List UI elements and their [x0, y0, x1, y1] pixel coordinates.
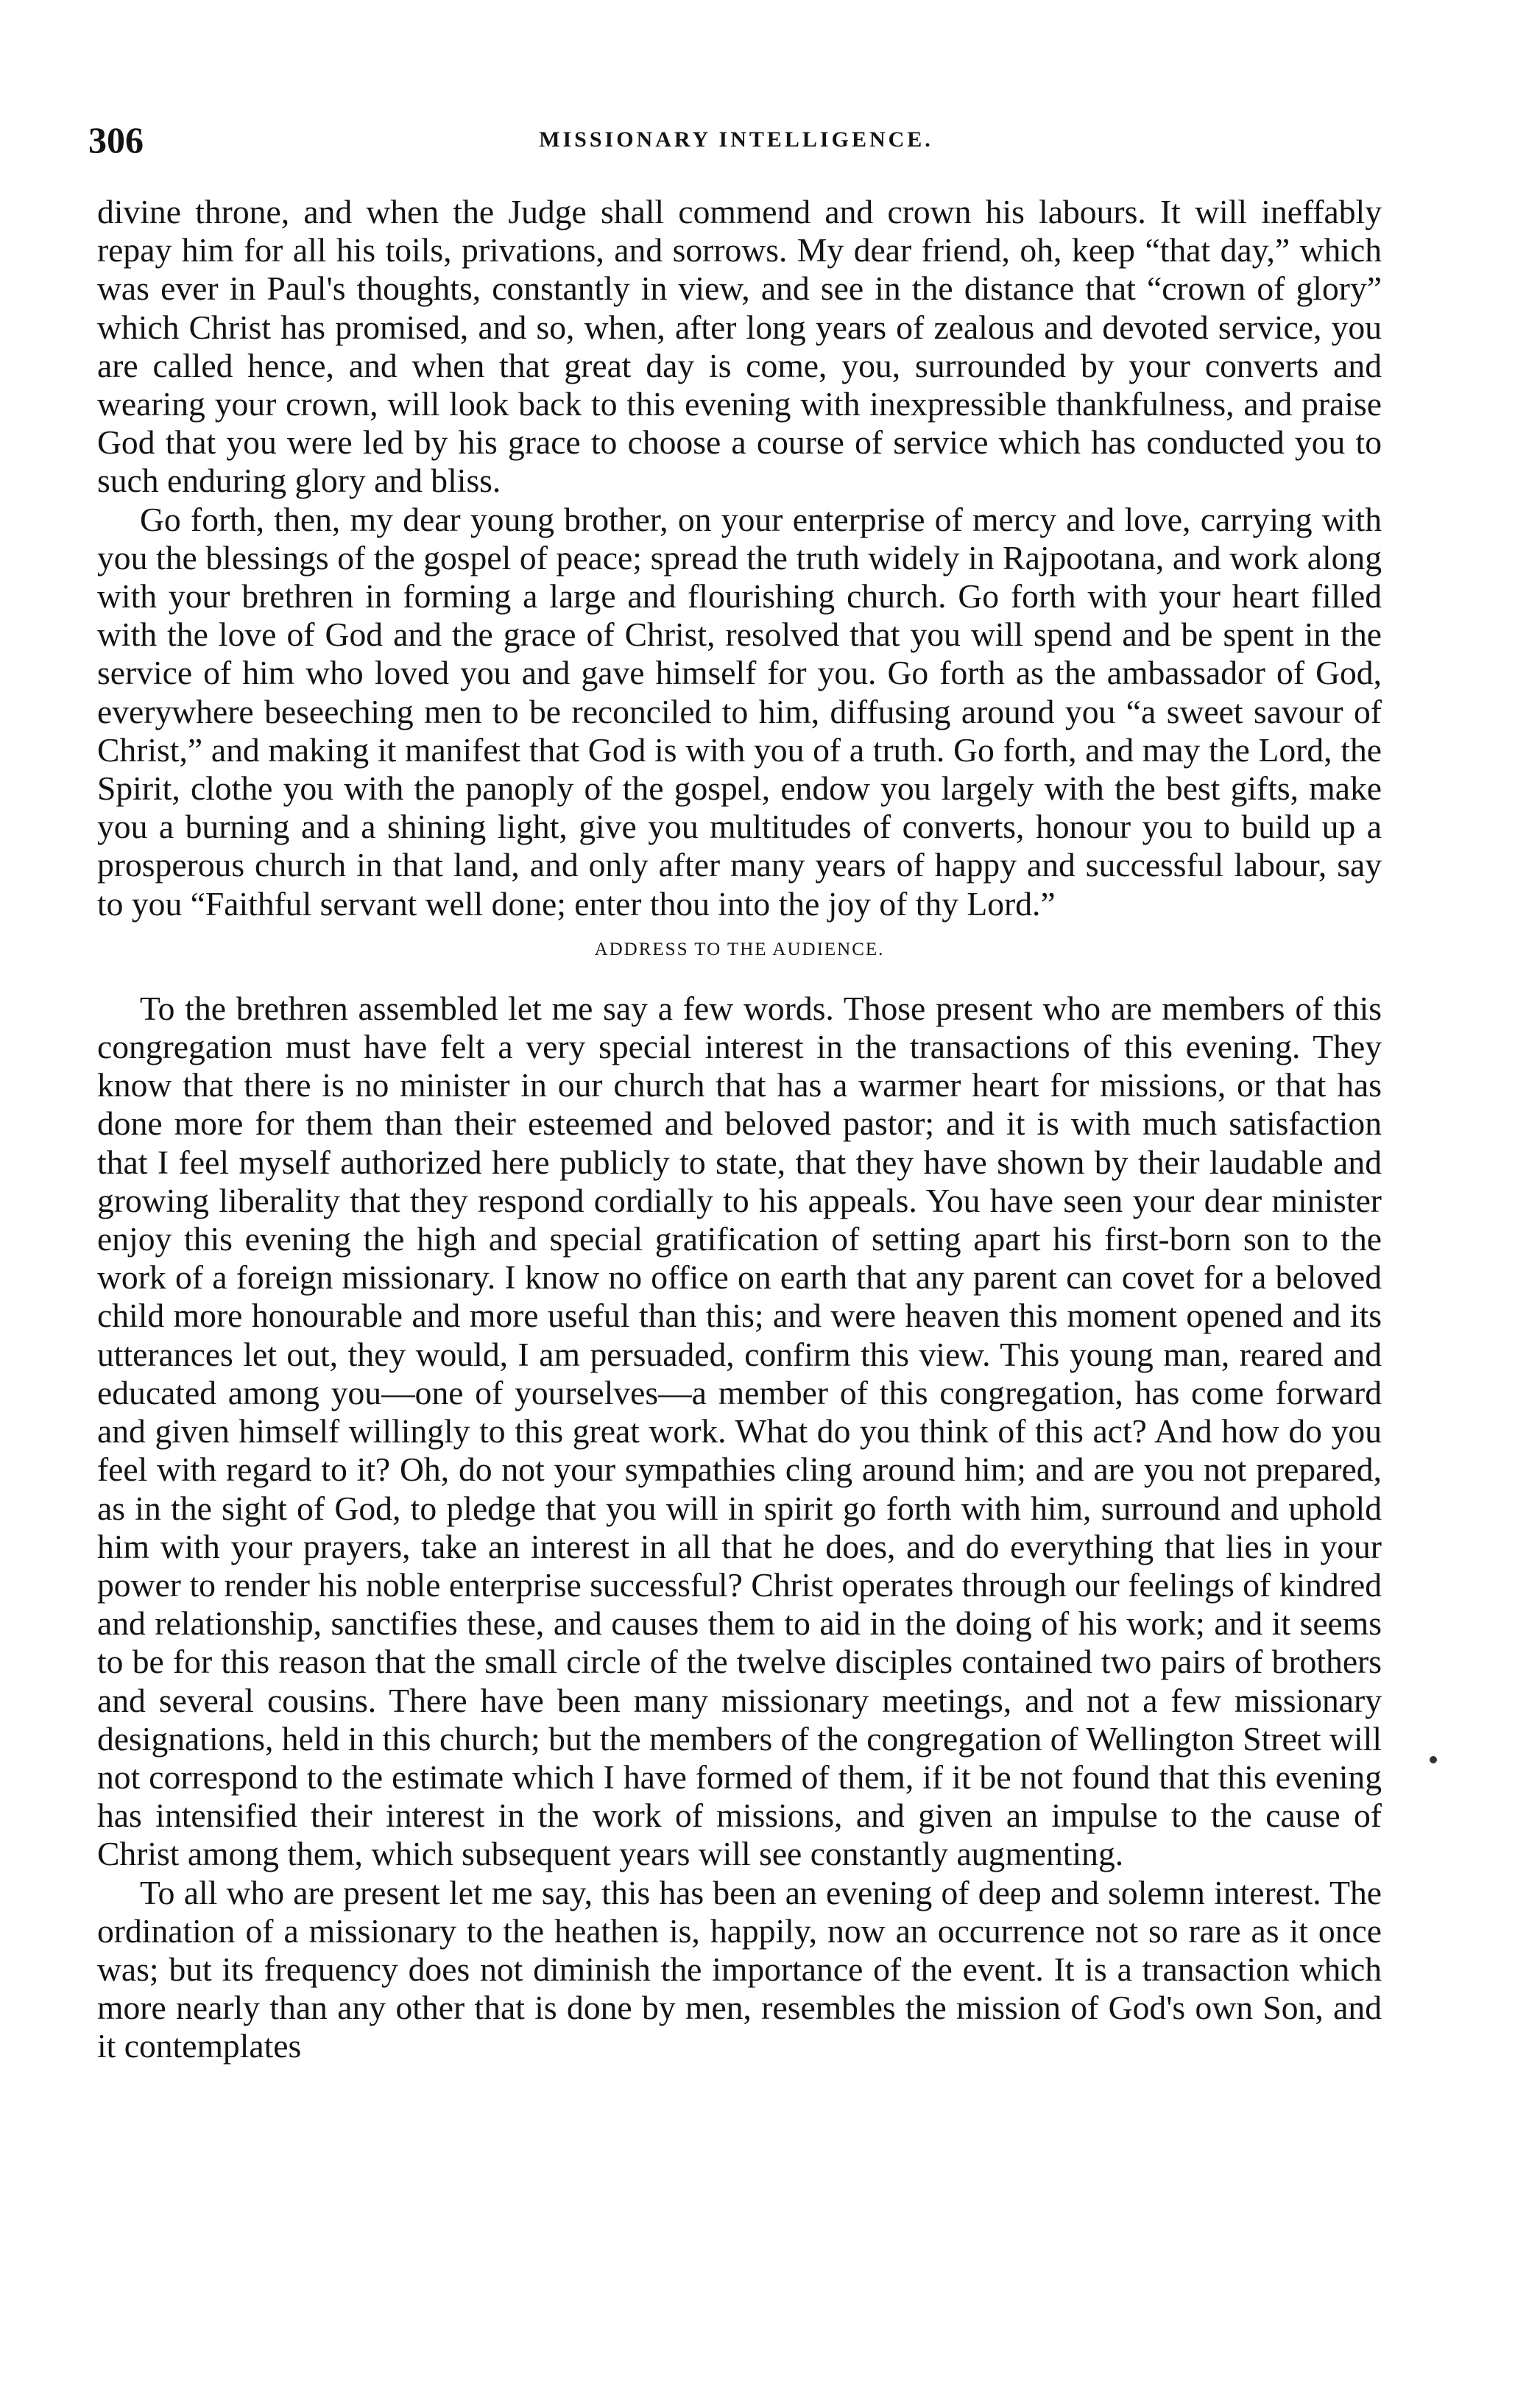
paragraph-continued: divine throne, and when the Judge shall commend and crown his labours. It will ineffably repay him for all his toils, privations, and sorrows. My dear friend, oh, keep “that day,” which was ever in Paul's thoughts, constantly in view, and see in the distance that “crown of glory” which Christ has promised, and so, when, after long years of zealous and devoted service, you are called hence, and when that great day is come, you, surrounded by your converts and wearing your crown, will look back to this evening with inexpressible thankfulness, and praise God that you were led by his grace to choose a course of service which has conducted you to such enduring glory and bliss.	[97, 193, 1382, 500]
page-header	[88, 118, 1384, 169]
paragraph-to-all-present: To all who are present let me say, this has been an evening of deep and solemn interest. The ordination of a missionary to the heathen is, happily, now an occurrence not so rare as it once was; but its frequency does not diminish the importance of the event. It is a transaction which more nearly than any other that is done by men, resembles the mission of God's own Son, and it contemplates	[97, 1873, 1382, 2065]
section-heading: ADDRESS TO THE AUDIENCE.	[594, 939, 885, 959]
margin-dot	[1430, 1756, 1437, 1763]
paragraph-go-forth: Go forth, then, my dear young brother, on your enterprise of mercy and love, carrying with you the blessings of the gospel of peace; spread the truth widely in Rajpootana, and work along with your brethren in forming a large and flourishing church. Go forth with your heart filled with the love of God and the grace of Christ, resolved that you will spend and be spent in the service of him who loved you and gave himself for you. Go forth as the ambassador of God, everywhere beseeching men to be reconciled to him, diffusing around you “a sweet savour of Christ,” and making it manifest that God is with you of a truth. Go forth, and may the Lord, the Spirit, clothe you with the panoply of the gospel, endow you largely with the best gifts, make you a burning and a shining light, give you multitudes of converts, honour you to build up a prosperous church in that land, and only after many years of happy and successful labour, say to you “Faithful servant well done; enter thou into the joy of thy Lord.”	[97, 500, 1382, 923]
article-body	[97, 193, 1382, 2066]
page-number: 306	[88, 119, 144, 161]
paragraph-to-the-brethren: To the brethren assembled let me say a few words. Those present who are members of this congregation must have felt a very special interest in the transactions of this evening. They know that there is no minister in our church that has a warmer heart for missions, or that has done more for them than their esteemed and beloved pastor; and it is with much satisfaction that I feel myself authorized here publicly to state, that they have shown by their laudable and growing liberality that they respond cordially to his appeals. You have seen your dear minister enjoy this evening the high and special gratification of setting apart his first-born son to the work of a foreign missionary. I know no office on earth that any parent can covet for a beloved child more honourable and more useful than this; and were heaven this moment opened and its utterances let out, they would, I am persuaded, confirm this view. This young man, reared and educated among you—one of yourselves—a member of this congregation, has come forward and given himself willingly to this great work. What do you think of this act? And how do you feel with regard to it? Oh, do not your sympathies cling around him; and are you not prepared, as in the sight of God, to pledge that you will in spirit go forth with him, surround and uphold him with your prayers, take an interest in all that he does, and do everything that lies in your power to render his noble enterprise successful? Christ operates through our feelings of kindred and relationship, sanctifies these, and causes them to aid in the doing of his work; and it seems to be for this reason that the small circle of the twelve disciples contained two pairs of brothers and several cousins. There have been many missionary meetings, and not a few missionary designations, held in this church; but the members of the congregation of Wellington Street will not correspond to the estimate which I have formed of them, if it be not found that this evening has intensified their interest in the work of missions, and given an impulse to the cause of Christ among them, which subsequent years will see constantly augmenting.	[97, 989, 1382, 1873]
running-title: MISSIONARY INTELLIGENCE.	[539, 127, 933, 152]
